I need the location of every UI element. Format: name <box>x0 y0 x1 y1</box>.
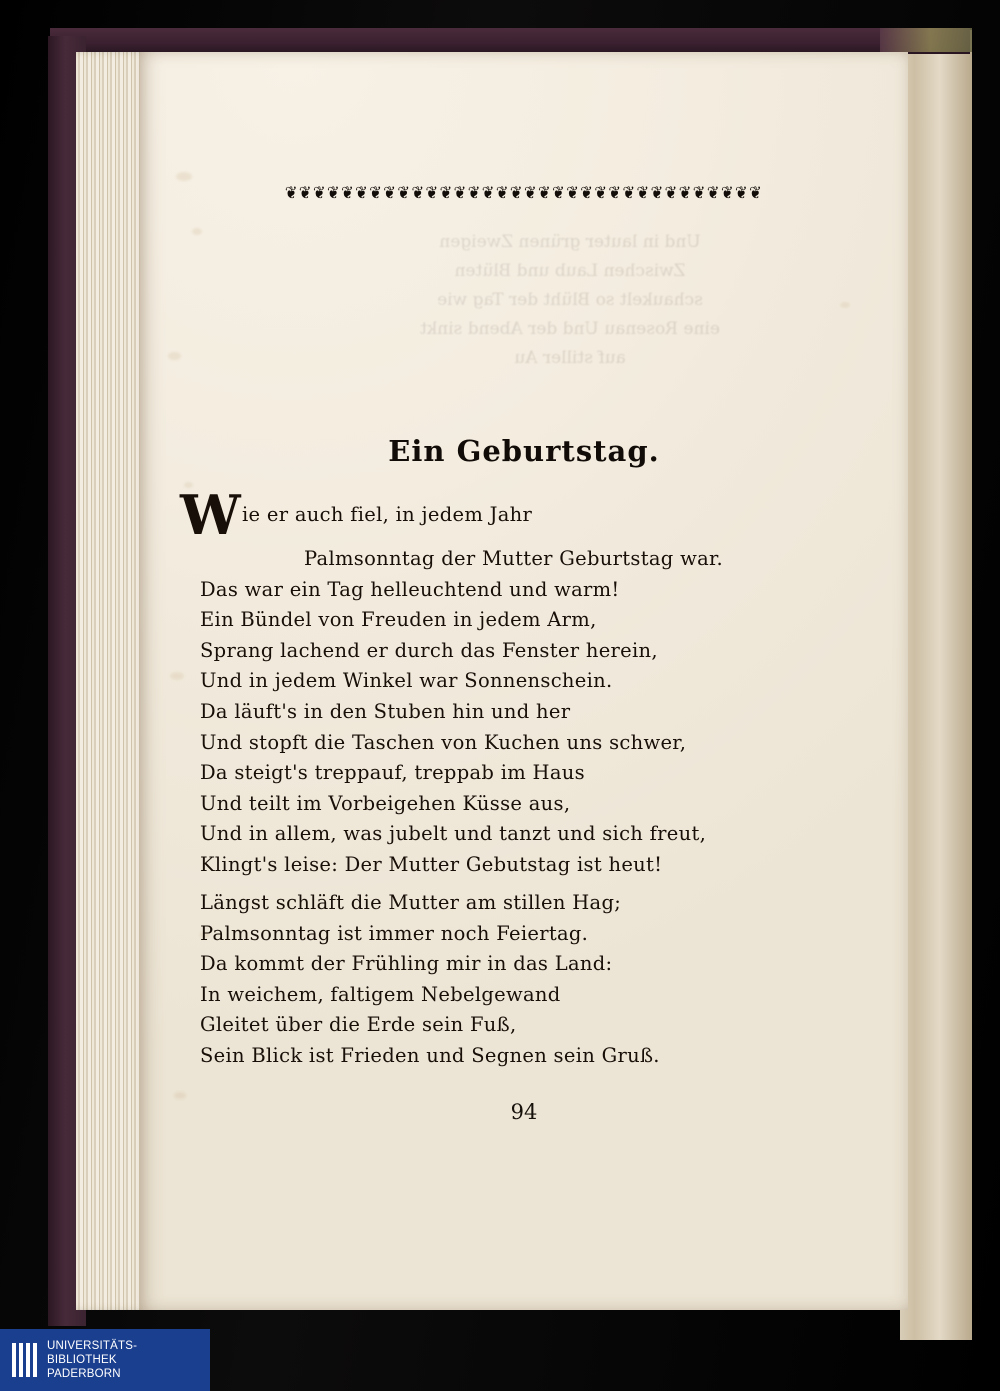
library-watermark <box>0 1329 210 1391</box>
poem-line: Palmsonntag der Mutter Geburtstag war. <box>304 547 723 570</box>
ornament-glyphs: ❦❦❦❦❦❦❦❦❦❦❦❦❦❦❦❦❦❦❦❦❦❦❦❦❦❦❦❦❦❦❦❦❦❦ <box>284 182 764 204</box>
poem-line: Und in allem, was jubelt und tanzt und sich freut, <box>200 822 707 846</box>
heart-ornament-rule <box>140 184 908 202</box>
library-name-line3: PADERBORN <box>47 1368 121 1380</box>
drop-cap: W <box>180 483 241 547</box>
library-name <box>47 1339 137 1381</box>
page-block-edge <box>76 52 148 1310</box>
poem-line: Da kommt der Frühling mir in das Land: <box>200 952 613 976</box>
library-name-line2: BIBLIOTHEK <box>47 1354 117 1366</box>
poem-first-line <box>180 483 900 547</box>
poem-line: Sein Blick ist Frieden und Segnen sein Gruß. <box>200 1043 660 1067</box>
poem-stanza-2 <box>200 888 900 1072</box>
poem-line: Längst schläft die Mutter am stillen Hag; <box>200 891 622 914</box>
poem-stanza-1 <box>180 483 900 881</box>
poem-line: Gleitet über die Erde sein Fuß, <box>200 1013 517 1037</box>
library-name-line1: UNIVERSITÄTS- <box>47 1340 138 1352</box>
poem-line: In weichem, faltigem Nebelgewand <box>200 982 561 1006</box>
poem-line: Das war ein Tag helleuchtend und warm! <box>200 577 620 601</box>
book-cover-corner-wear <box>880 28 972 52</box>
page-number: 94 <box>510 1100 538 1124</box>
poem-line: Palmsonntag ist immer noch Feiertag. <box>200 921 589 945</box>
book-fore-edge <box>900 30 972 1340</box>
poem-line: Da läuft's in den Stuben hin und her <box>200 699 571 723</box>
book-cover-top-strip <box>50 28 970 54</box>
poem-line: Und teilt im Vorbeigehen Küsse aus, <box>200 791 571 815</box>
poem-title: Ein Geburtstag. <box>388 434 660 468</box>
poem-line: Ein Bündel von Freuden in jedem Arm, <box>200 608 597 632</box>
library-logo-icon <box>12 1343 37 1377</box>
poem-line: Sprang lachend er durch das Fenster herein, <box>200 638 658 662</box>
printed-content <box>140 52 908 1310</box>
poem-line: Und in jedem Winkel war Sonnenschein. <box>200 669 613 693</box>
poem-line: Klingt's leise: Der Mutter Gebutstag ist heut! <box>200 852 663 876</box>
poem-line: ie er auch fiel, in jedem Jahr <box>242 503 533 526</box>
poem-line: Und stopft die Taschen von Kuchen uns schwer, <box>200 730 687 754</box>
poem-line: Da steigt's treppauf, treppab im Haus <box>200 761 585 785</box>
